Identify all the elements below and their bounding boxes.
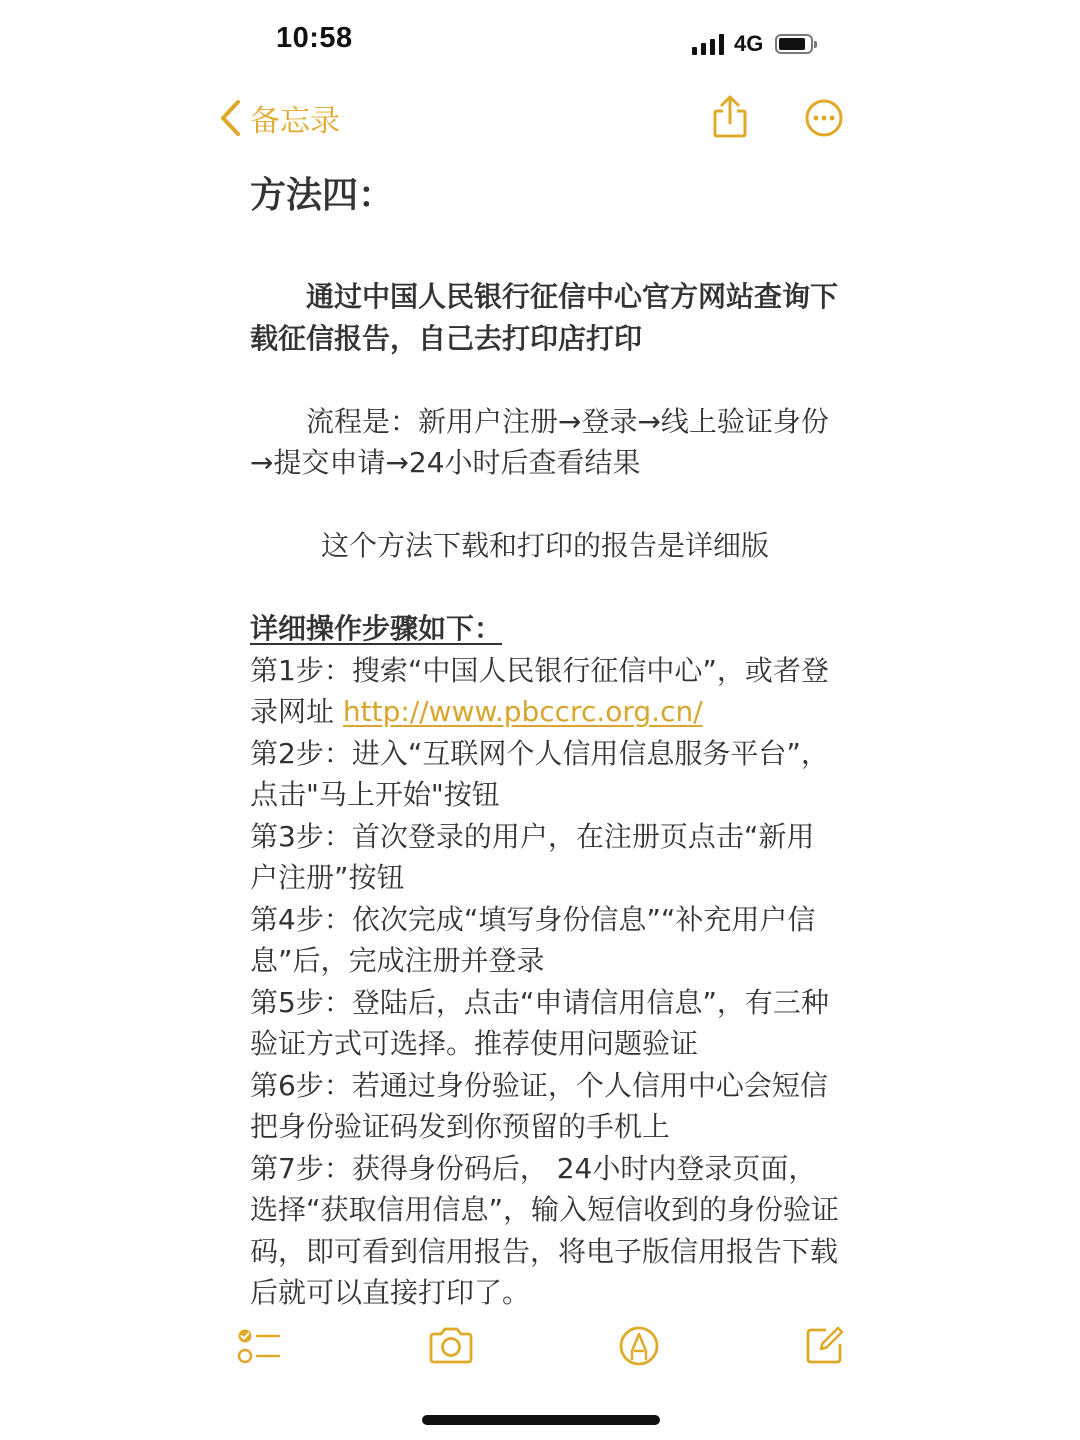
step-2: 第2步：进入“互联网个人信用信息服务平台”，点击"马上开始"按钮 [250,736,829,811]
step-1 [250,650,840,733]
steps-heading: 详细操作步骤如下： [250,612,503,645]
share-icon[interactable] [710,94,750,140]
step-3: 第3步：首次登录的用户，在注册页点击“新用户注册”按钮 [250,819,815,894]
network-type: 4G [734,31,764,56]
chevron-left-icon [218,98,242,138]
battery-icon [775,34,813,54]
step-7: 第7步：获得身份码后， 24小时内登录页面，选择“获取信用信息”，输入短信收到的身份验证码，即可看到信用报告，将电子版信用报告下载后就可以直接打印了。 [250,1151,840,1309]
bottom-toolbar [0,1322,1080,1372]
note-flow: 流程是：新用户注册→登录→线上验证身份→提交申请→24小时后查看结果 [250,404,829,479]
status-time: 10:58 [276,22,353,54]
step-5: 第5步：登陆后，点击“申请信用信息”，有三种验证方式可选择。推荐使用问题验证 [250,985,829,1060]
signal-icon [692,33,724,55]
home-indicator[interactable] [422,1415,660,1425]
compose-icon[interactable] [804,1324,846,1366]
status-bar [0,0,1080,80]
note-body[interactable] [250,168,840,1314]
pbccrc-link[interactable]: http://www.pbccrc.org.cn/ [342,695,703,728]
step-6: 第6步：若通过身份验证，个人信用中心会短信把身份验证码发到你预留的手机上 [250,1068,828,1143]
step-4: 第4步：依次完成“填写身份信息”“补充用户信息”后，完成注册并登录 [250,902,816,977]
camera-icon[interactable] [427,1326,475,1366]
more-icon[interactable] [804,98,844,138]
markup-icon[interactable] [618,1324,660,1368]
status-indicators [692,28,813,60]
note-title: 方法四： [250,175,395,216]
checklist-icon[interactable] [236,1326,282,1366]
step-1-text: 第1步：搜索“中国人民银行征信中心”，或者登录网址 [250,653,829,728]
note-version: 这个方法下载和打印的报告是详细版 [320,529,769,562]
note-intro: 通过中国人民银行征信中心官方网站查询下载征信报告，自己去打印店打印 [250,280,839,355]
nav-bar [0,92,1080,146]
back-button[interactable] [218,96,340,140]
back-label: 备忘录 [250,104,340,139]
